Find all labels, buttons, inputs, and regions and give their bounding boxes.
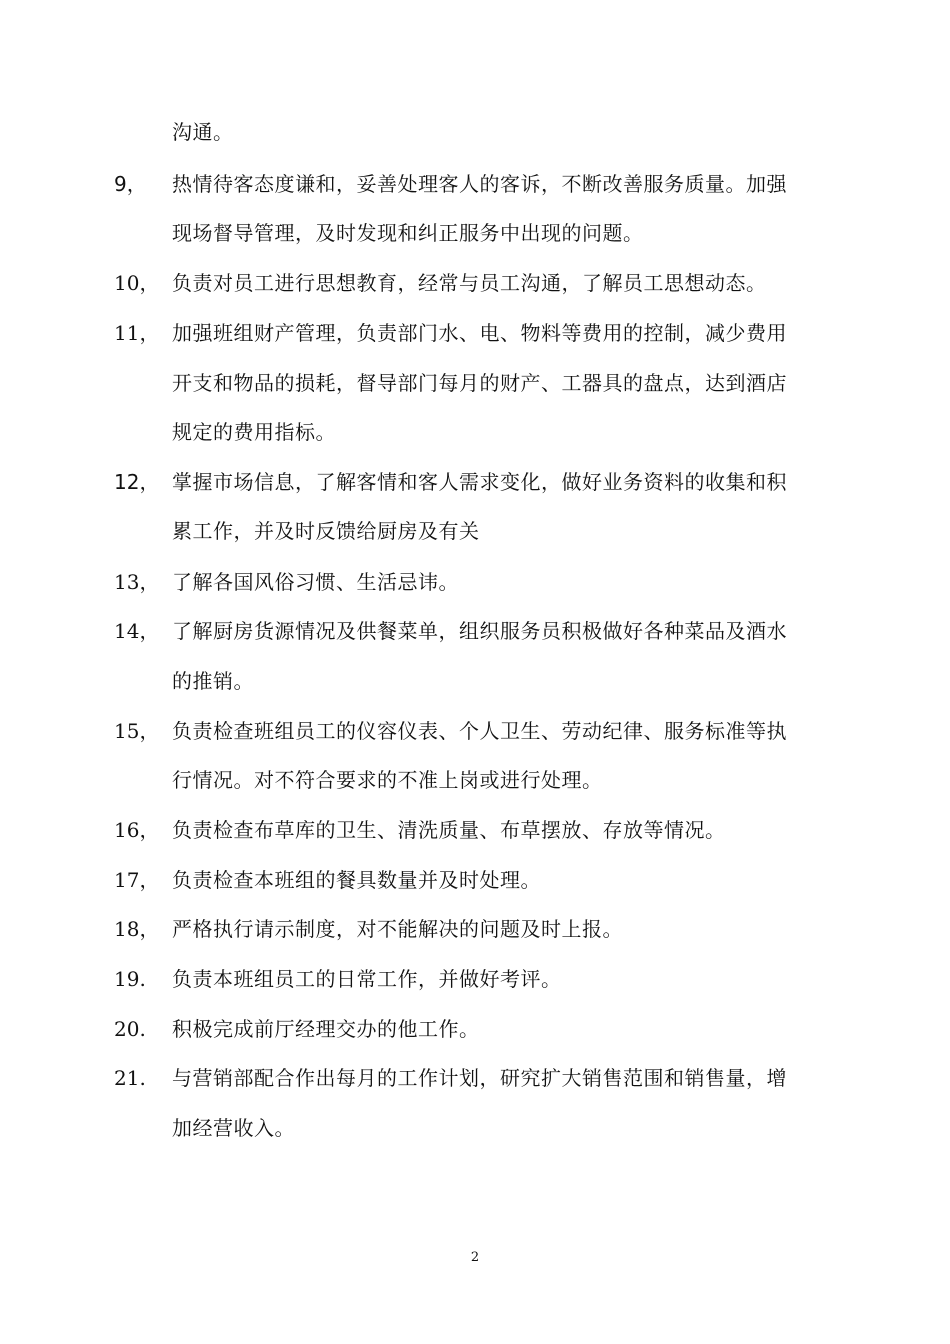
item-21-line-1: 与营销部配合作出每月的工作计划，研究扩大销售范围和销售量，增 — [172, 1066, 787, 1090]
item-17-line-1: 负责检查本班组的餐具数量并及时处理。 — [172, 868, 541, 892]
item-19-line-1: 负责本班组员工的日常工作，并做好考评。 — [172, 967, 562, 991]
item-number-16: 16， — [114, 818, 160, 842]
item-16-line-1: 负责检查布草库的卫生、清洗质量、布草摆放、存放等情况。 — [172, 818, 726, 842]
item-9-line-1: 热情待客态度谦和，妥善处理客人的客诉，不断改善服务质量。加强 — [172, 172, 787, 196]
item-14-line-2: 的推销。 — [172, 669, 254, 693]
item-21-line-2: 加经营收入。 — [172, 1116, 295, 1140]
item-10-line-1: 负责对员工进行思想教育，经常与员工沟通，了解员工思想动态。 — [172, 271, 767, 295]
item-11-line-3: 规定的费用指标。 — [172, 420, 336, 444]
continuation-line: 沟通。 — [172, 120, 234, 144]
item-15-line-1: 负责检查班组员工的仪容仪表、个人卫生、劳动纪律、服务标准等执 — [172, 719, 787, 743]
item-11-line-2: 开支和物品的损耗，督导部门每月的财产、工器具的盘点，达到酒店 — [172, 371, 787, 395]
item-number-11: 11， — [114, 321, 160, 345]
item-number-14: 14， — [114, 619, 160, 643]
item-13-line-1: 了解各国风俗习惯、生活忌讳。 — [172, 570, 459, 594]
item-number-10: 10， — [114, 271, 160, 295]
page-number: 2 — [470, 1250, 480, 1265]
item-number-12: 12， — [114, 470, 160, 494]
item-number-9: 9， — [114, 172, 147, 196]
item-number-18: 18， — [114, 917, 160, 941]
item-number-21: 21. — [114, 1066, 146, 1090]
item-number-17: 17， — [114, 868, 160, 892]
item-12-line-1: 掌握市场信息，了解客情和客人需求变化，做好业务资料的收集和积 — [172, 470, 787, 494]
item-9-line-2: 现场督导管理，及时发现和纠正服务中出现的问题。 — [172, 221, 644, 245]
item-number-19: 19. — [114, 967, 146, 991]
item-number-15: 15， — [114, 719, 160, 743]
item-number-13: 13， — [114, 570, 160, 594]
item-15-line-2: 行情况。对不符合要求的不准上岗或进行处理。 — [172, 768, 603, 792]
item-14-line-1: 了解厨房货源情况及供餐菜单，组织服务员积极做好各种菜品及酒水 — [172, 619, 787, 643]
item-20-line-1: 积极完成前厅经理交办的他工作。 — [172, 1017, 480, 1041]
item-18-line-1: 严格执行请示制度，对不能解决的问题及时上报。 — [172, 917, 623, 941]
item-number-20: 20. — [114, 1017, 146, 1041]
item-12-line-2: 累工作，并及时反馈给厨房及有关 — [172, 519, 480, 543]
item-11-line-1: 加强班组财产管理，负责部门水、电、物料等费用的控制，减少费用 — [172, 321, 787, 345]
